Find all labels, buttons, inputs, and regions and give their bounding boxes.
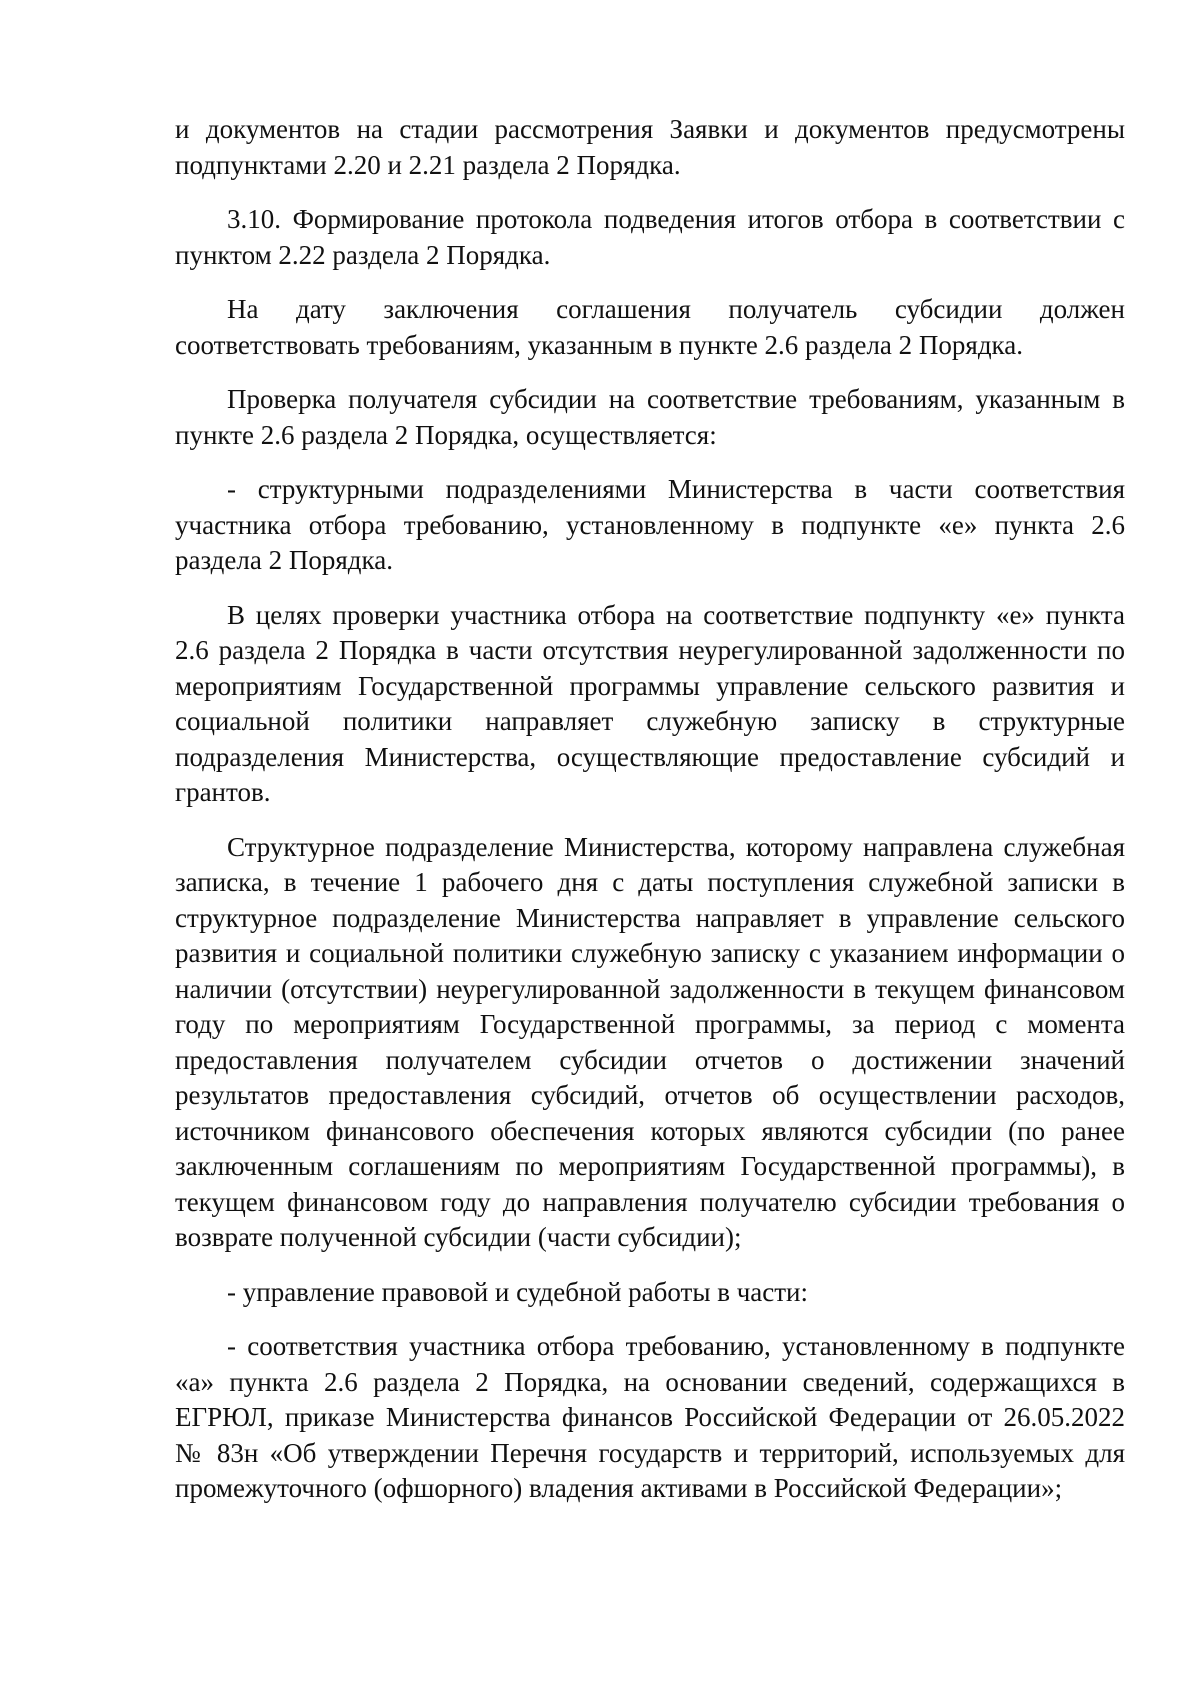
- paragraph-agreement-date: На дату заключения соглашения получатель субсидии должен соответствовать требованиям, указанным в пункте 2.6 раздела 2 Порядка.: [175, 294, 1125, 360]
- paragraph-legal-department: - управление правовой и судебной работы в части:: [227, 1276, 809, 1307]
- paragraph-structural-units: - структурными подразделениями Министерства в части соответствия участника отбора требованию, установленному в подпункте «е» пункта 2.6 раздела 2 Порядка.: [175, 474, 1125, 575]
- paragraph-memo: Структурное подразделение Министерства, которому направлена служебная записка, в течение 1 рабочего дня с даты поступления служебной записки в структурное подразделение Министерства направляет в управление сельского развития и социальной политики служебную записку с указанием информации о наличии (отсутствии) неурегулированной задолженности в текущем финансовом году по мероприятиям Государственной программы, за период с момента предоставления получателем субсидии отчетов о достижении значений результатов предоставления субсидий, отчетов об осуществлении расходов, источником финансового обеспечения которых являются субсидии (по ранее заключенным соглашениям по мероприятиям Государственной программы), в текущем финансовом году до направления получателю субсидии требования о возврате полученной субсидии (части субсидии);: [175, 831, 1125, 1252]
- paragraph-3-10: 3.10. Формирование протокола подведения итогов отбора в соответствии с пунктом 2.22 раздела 2 Порядка.: [175, 204, 1125, 270]
- paragraph-debt-check: В целях проверки участника отбора на соответствие подпункту «е» пункта 2.6 раздела 2 Порядка в части отсутствия неурегулированной задолженности по мероприятиям Государственной программы управление сельского развития и социальной политики направляет служебную записку в структурные подразделения Министерства, осуществляющие предоставление субсидий и грантов.: [175, 599, 1125, 807]
- paragraph-verification: Проверка получателя субсидии на соответствие требованиям, указанным в пункте 2.6 раздела 2 Порядка, осуществляется:: [175, 384, 1125, 450]
- paragraph-compliance-a: - соответствия участника отбора требованию, установленному в подпункте «а» пункта 2.6 раздела 2 Порядка, на основании сведений, содержащихся в ЕГРЮЛ, приказе Министерства финансов Российской Федерации от 26.05.2022 № 83н «Об утверждении Перечня государств и территорий, используемых для промежуточного (офшорного) владения активами в Российской Федерации»;: [175, 1331, 1125, 1503]
- document-page: [175, 112, 1125, 1526]
- paragraph-continuation: и документов на стадии рассмотрения Заявки и документов предусмотрены подпунктами 2.20 и 2.21 раздела 2 Порядка.: [175, 114, 1125, 180]
